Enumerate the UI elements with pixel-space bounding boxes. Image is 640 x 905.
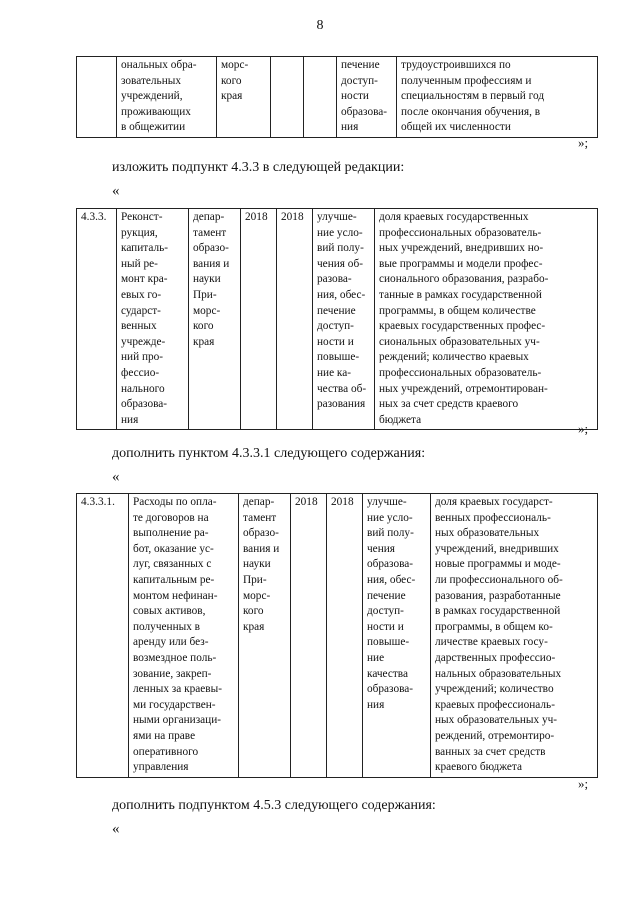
cell-number bbox=[77, 57, 117, 138]
cell-text-line: монтом нефинан- bbox=[133, 589, 218, 602]
cell-text-line: ние ка- bbox=[317, 366, 352, 379]
cell-text-line: доля краевых государст- bbox=[435, 496, 553, 508]
cell-text-line: кого bbox=[221, 74, 242, 87]
cell-text-line: программы, в общем количестве bbox=[379, 304, 536, 317]
cell-text-line: танные в рамках государственной bbox=[379, 288, 542, 301]
cell-text-line: края bbox=[243, 620, 265, 633]
cell-text-line: возмездное поль- bbox=[133, 651, 217, 664]
cell-text-line: 2018 bbox=[281, 211, 304, 223]
cell-text-line: печение bbox=[367, 589, 406, 602]
cell-text-line: вий полу- bbox=[317, 242, 364, 255]
cell-text-line: ванных за счет средств bbox=[435, 745, 546, 758]
cell-text-line: повыше- bbox=[317, 351, 360, 364]
cell-text-line: аренду или без- bbox=[133, 636, 209, 649]
cell-text-line: ний про- bbox=[121, 351, 164, 364]
cell-name bbox=[117, 209, 189, 430]
cell-text-line: печение bbox=[341, 59, 380, 71]
page-number: 8 bbox=[316, 18, 324, 33]
table-4-3-3-1 bbox=[76, 493, 598, 778]
cell-name bbox=[117, 57, 217, 138]
cell-text-line: 2018 bbox=[245, 211, 268, 223]
cell-text-line: нальных образовательных bbox=[435, 667, 562, 680]
cell-text-line: образова- bbox=[367, 558, 414, 571]
cell-text-line: дарственных профессио- bbox=[435, 651, 556, 664]
cell-text-line: При- bbox=[243, 573, 267, 586]
cell-text-line: ных учреждений, внедривших но- bbox=[379, 242, 544, 255]
cell-text-line: морс- bbox=[243, 589, 271, 602]
cell-text-line: зование, закреп- bbox=[133, 667, 212, 680]
cell-indicator bbox=[375, 209, 598, 430]
cell-text-line: ных образовательных уч- bbox=[435, 714, 558, 727]
table-4-3-3 bbox=[76, 208, 598, 430]
cell-text-line: сиональных образовательных уч- bbox=[379, 335, 540, 348]
cell-text-line: тамент bbox=[193, 226, 227, 239]
cell-text-line: профессиональных образователь- bbox=[379, 366, 542, 379]
closing-quote-2: »; bbox=[578, 421, 589, 436]
cell-text-line: вания и bbox=[243, 542, 280, 555]
cell-text-line: после окончания обучения, в bbox=[401, 105, 541, 118]
cell-text-line: доступ- bbox=[367, 605, 404, 618]
cell-text-line: печение bbox=[317, 304, 356, 317]
cell-executor bbox=[217, 57, 271, 138]
cell-text-line: образова- bbox=[367, 683, 414, 696]
cell-text-line: фессио- bbox=[121, 366, 160, 379]
cell-text-line: бюджета bbox=[379, 413, 422, 426]
cell-text-line: вания и bbox=[193, 257, 230, 270]
cell-text-line: ными организаци- bbox=[133, 714, 222, 727]
cell-text-line: доступ- bbox=[341, 74, 378, 87]
cell-text-line: ональных обра- bbox=[121, 59, 197, 71]
cell-text-line: науки bbox=[193, 273, 221, 286]
cell-text-line: ями на праве bbox=[133, 729, 196, 742]
cell-text-line: доступ- bbox=[317, 320, 354, 333]
cell-text-line: учреждений, внедривших bbox=[435, 542, 559, 555]
cell-number bbox=[77, 494, 129, 778]
cell-text-line: монт кра- bbox=[121, 273, 168, 286]
cell-text-line: общей их численности bbox=[401, 121, 511, 134]
cell-text-line: края bbox=[221, 90, 243, 103]
cell-result bbox=[337, 57, 397, 138]
cell-text-line: ния, обес- bbox=[367, 573, 416, 586]
cell-text-line: ние усло- bbox=[317, 226, 363, 239]
cell-text-line: ние bbox=[367, 651, 385, 664]
cell-text-line: разования, разработанные bbox=[435, 589, 561, 602]
cell-text-line: ных учреждений, отремонтирован- bbox=[379, 382, 548, 395]
cell-text-line: ных образовательных bbox=[435, 527, 540, 540]
cell-text-line: тамент bbox=[243, 511, 277, 524]
cell-text-line: нального bbox=[121, 382, 165, 395]
cell-text-line: образо- bbox=[243, 527, 279, 540]
cell-text-line: сионального образования, разрабо- bbox=[379, 273, 549, 286]
cell-text-line: депар- bbox=[243, 496, 275, 508]
cell-text-line: ности и bbox=[367, 620, 404, 633]
cell-text-line: образова- bbox=[341, 105, 388, 118]
cell-number bbox=[77, 209, 117, 430]
cell-text-line: полученных в bbox=[133, 620, 201, 633]
cell-text-line: морс- bbox=[221, 59, 249, 71]
instruction-2: дополнить пунктом 4.3.3.1 следующего содержания: bbox=[112, 446, 426, 461]
cell-text-line: личестве краевых госу- bbox=[435, 636, 548, 649]
cell-text-line: профессиональных образователь- bbox=[379, 226, 542, 239]
cell-text-line: учрежде- bbox=[121, 335, 166, 348]
cell-text-line: венных профессиональ- bbox=[435, 511, 551, 524]
cell-name bbox=[129, 494, 239, 778]
cell-text-line: ных за счет средств краевого bbox=[379, 398, 519, 411]
cell-text-line: качества bbox=[367, 667, 409, 680]
instruction-1: изложить подпункт 4.3.3 в следующей редакции: bbox=[112, 160, 405, 175]
cell-indicator bbox=[397, 57, 598, 138]
cell-text-line: в общежитии bbox=[121, 121, 186, 134]
cell-text-line: проживающих bbox=[121, 105, 191, 118]
cell-text-line: полученным профессиям и bbox=[401, 74, 532, 87]
cell-text-line: 4.3.3.1. bbox=[81, 496, 115, 508]
cell-text-line: 2018 bbox=[295, 496, 318, 508]
cell-text-line: кого bbox=[193, 320, 214, 333]
cell-text-line: Реконст- bbox=[121, 211, 163, 223]
cell-text-line: ности bbox=[341, 90, 369, 103]
cell-indicator bbox=[431, 494, 598, 778]
cell-text-line: доля краевых государственных bbox=[379, 211, 529, 223]
cell-end-year bbox=[327, 494, 363, 778]
instruction-3: дополнить подпунктом 4.5.3 следующего содержания: bbox=[112, 798, 436, 813]
cell-end-year bbox=[304, 57, 337, 138]
cell-start-year bbox=[291, 494, 327, 778]
cell-text-line: ния bbox=[367, 698, 385, 711]
cell-text-line: ния bbox=[341, 121, 359, 134]
cell-start-year bbox=[271, 57, 304, 138]
cell-text-line: рукция, bbox=[121, 226, 158, 239]
cell-text-line: реждений; количество краевых bbox=[379, 351, 529, 364]
cell-text-line: кого bbox=[243, 605, 264, 618]
cell-result bbox=[313, 209, 375, 430]
closing-quote-3: »; bbox=[578, 776, 589, 791]
cell-text-line: программы, в общем ко- bbox=[435, 620, 553, 633]
cell-text-line: ленных за краевы- bbox=[133, 683, 222, 696]
cell-text-line: улучше- bbox=[317, 211, 357, 223]
cell-text-line: ния, обес- bbox=[317, 288, 366, 301]
cell-text-line: морс- bbox=[193, 304, 221, 317]
cell-text-line: трудоустроившихся по bbox=[401, 59, 511, 71]
cell-text-line: края bbox=[193, 335, 215, 348]
opening-quote-1: « bbox=[112, 183, 120, 199]
cell-text-line: вий полу- bbox=[367, 527, 414, 540]
cell-executor bbox=[239, 494, 291, 778]
cell-start-year bbox=[241, 209, 277, 430]
cell-text-line: зовательных bbox=[121, 74, 181, 87]
cell-text-line: те договоров на bbox=[133, 511, 209, 524]
cell-text-line: учреждений, bbox=[121, 90, 183, 103]
cell-text-line: сударст- bbox=[121, 304, 161, 317]
cell-text-line: ности и bbox=[317, 335, 354, 348]
cell-text-line: повыше- bbox=[367, 636, 410, 649]
table-row bbox=[77, 209, 598, 430]
cell-text-line: евых го- bbox=[121, 288, 162, 301]
cell-text-line: Расходы по опла- bbox=[133, 496, 217, 508]
cell-text-line: науки bbox=[243, 558, 271, 571]
cell-text-line: улучше- bbox=[367, 496, 407, 508]
table-continuation bbox=[76, 56, 598, 138]
cell-text-line: 2018 bbox=[331, 496, 354, 508]
cell-text-line: реждений, отремонтиро- bbox=[435, 729, 555, 742]
cell-text-line: чения bbox=[367, 542, 395, 555]
cell-text-line: капиталь- bbox=[121, 242, 169, 255]
cell-text-line: новые программы и моде- bbox=[435, 558, 561, 571]
cell-text-line: разова- bbox=[317, 273, 352, 286]
cell-text-line: управления bbox=[133, 761, 189, 774]
cell-end-year bbox=[277, 209, 313, 430]
cell-text-line: чества об- bbox=[317, 382, 367, 395]
cell-text-line: 4.3.3. bbox=[81, 211, 107, 223]
opening-quote-3: « bbox=[112, 821, 120, 837]
cell-text-line: оперативного bbox=[133, 745, 199, 758]
cell-text-line: При- bbox=[193, 288, 217, 301]
cell-text-line: ный ре- bbox=[121, 257, 158, 270]
cell-text-line: чения об- bbox=[317, 257, 363, 270]
cell-executor bbox=[189, 209, 241, 430]
opening-quote-2: « bbox=[112, 469, 120, 485]
cell-text-line: бот, оказание ус- bbox=[133, 542, 214, 555]
cell-text-line: учреждений; количество bbox=[435, 683, 554, 696]
cell-result bbox=[363, 494, 431, 778]
cell-text-line: краевых профессиональ- bbox=[435, 698, 555, 711]
cell-text-line: в рамках государственной bbox=[435, 605, 561, 618]
cell-text-line: венных bbox=[121, 320, 157, 333]
cell-text-line: ние усло- bbox=[367, 511, 413, 524]
cell-text-line: депар- bbox=[193, 211, 225, 223]
cell-text-line: луг, связанных с bbox=[133, 558, 212, 571]
cell-text-line: капитальным ре- bbox=[133, 573, 215, 586]
cell-text-line: ми государствен- bbox=[133, 698, 216, 711]
cell-text-line: выполнение ра- bbox=[133, 527, 209, 540]
cell-text-line: ния bbox=[121, 413, 139, 426]
cell-text-line: краевых государственных профес- bbox=[379, 320, 546, 333]
cell-text-line: образо- bbox=[193, 242, 229, 255]
cell-text-line: специальностям в первый год bbox=[401, 90, 545, 103]
cell-text-line: вые программы и модели профес- bbox=[379, 257, 543, 270]
closing-quote-1: »; bbox=[578, 135, 589, 150]
table-row bbox=[77, 57, 598, 138]
table-row bbox=[77, 494, 598, 778]
cell-text-line: разования bbox=[317, 398, 366, 411]
cell-text-line: совых активов, bbox=[133, 605, 206, 618]
cell-text-line: ли профессионального об- bbox=[435, 573, 563, 586]
cell-text-line: краевого бюджета bbox=[435, 761, 523, 774]
cell-text-line: образова- bbox=[121, 398, 168, 411]
